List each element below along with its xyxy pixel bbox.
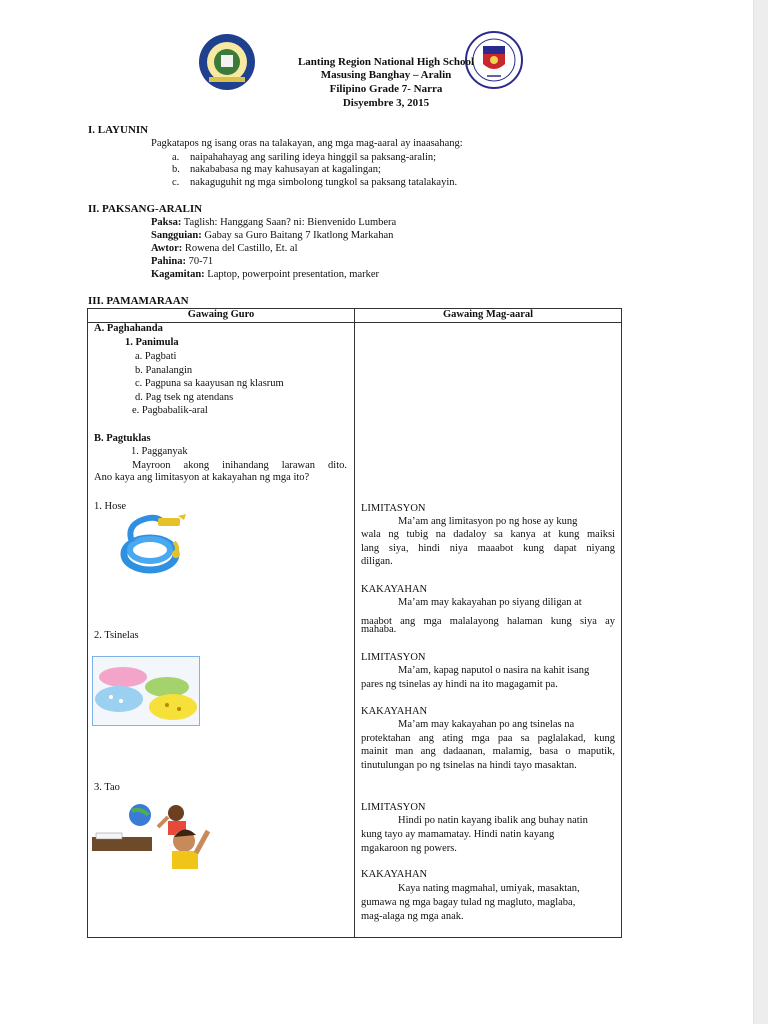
- hose-limitasyon-heading: LIMITASYON: [361, 503, 426, 514]
- tao-limitasyon-text: kung tayo ay mamamatay. Hindi natin kayang: [361, 829, 555, 840]
- paksa-value: Taglish: Hanggang Saan? ni: Bienvenido Lumbera: [181, 217, 397, 228]
- list-marker: c.: [172, 177, 180, 188]
- tsinelas-image: [92, 656, 200, 726]
- date-line: Disyembre 3, 2015: [342, 97, 430, 109]
- pahina-label: Pahina:: [151, 256, 187, 267]
- pagganyak-text: Ano kaya ang limitasyon at kakayahan ng mga ito?: [94, 472, 310, 483]
- pahina-value: 70-71: [186, 256, 214, 267]
- kagamitan-value: Laptop, powerpoint presentation, marker: [204, 269, 380, 280]
- hose-kakayahan-text: Ma’am may kakayahan po siyang diligan at: [398, 597, 582, 608]
- paksa-heading: II. PAKSANG-ARALIN: [88, 203, 203, 215]
- tao-kakayahan-text: mag-alaga ng mga anak.: [361, 911, 464, 922]
- table-border-left: [87, 308, 88, 938]
- layunin-item: [172, 177, 179, 190]
- tsinelas-kakayahan-text: mainit man ang dadaanan, malamig, basa o maputik,: [361, 746, 615, 757]
- column-header-guro: Gawaing Guro: [187, 309, 255, 320]
- panimula-item: d. Pag tsek ng atendans: [135, 392, 234, 403]
- sangguian-row: [151, 230, 393, 243]
- panimula-heading: 1. Panimula: [125, 337, 179, 348]
- layunin-heading: I. LAYUNIN: [88, 124, 149, 136]
- hose-limitasyon-text: Ma’am ang limitasyon po ng hose ay kung: [398, 516, 578, 527]
- table-border-right: [621, 308, 622, 938]
- kagamitan-row: [151, 269, 379, 282]
- layunin-item-text: nakababasa ng may kahusayan at kagalingan;: [190, 164, 381, 175]
- panimula-item: b. Panalangin: [135, 365, 193, 376]
- tsinelas-limitasyon-heading: LIMITASYON: [361, 652, 426, 663]
- pagtuklas-heading: B. Pagtuklas: [94, 433, 151, 444]
- awtor-value: Rowena del Castillo, Et. al: [182, 243, 298, 254]
- layunin-item: [172, 152, 179, 165]
- paghahanda-heading: A. Paghahanda: [94, 323, 163, 334]
- item-tao-label: 3. Tao: [94, 782, 120, 793]
- hose-image: [118, 512, 194, 576]
- layunin-item-text: naipahahayag ang sariling ideya hinggil sa paksang-aralin;: [190, 152, 437, 163]
- hose-limitasyon-text: wala ng tubig na dadaloy sa kanya at kung maiksi: [361, 529, 615, 540]
- hose-kakayahan-heading: KAKAYAHAN: [361, 584, 428, 595]
- hose-limitasyon-text: lang siya, hindi niya maaabot kung dapat niyang: [361, 543, 615, 554]
- tsinelas-kakayahan-text: tinutulungan po ng tsinelas na hindi tayo masaktan.: [361, 760, 577, 771]
- tao-kakayahan-text: gumawa ng mga bagay tulad ng magluto, maglaba,: [361, 897, 576, 908]
- item-hose-label: 1. Hose: [94, 501, 127, 512]
- layunin-item: [172, 164, 180, 177]
- hose-limitasyon-text: diligan.: [361, 556, 393, 567]
- item-tsinelas-label: 2. Tsinelas: [94, 630, 139, 641]
- list-marker: b.: [172, 164, 180, 175]
- column-header-mag-aaral: Gawaing Mag-aaral: [442, 309, 534, 320]
- pagganyak-text: Mayroon akong inihandang larawan dito.: [132, 460, 347, 471]
- students-image: [92, 797, 212, 869]
- subject-line: Filipino Grade 7- Narra: [329, 83, 443, 95]
- tsinelas-kakayahan-heading: KAKAYAHAN: [361, 706, 428, 717]
- pagganyak-heading: 1. Pagganyak: [131, 446, 188, 457]
- kagamitan-label: Kagamitan:: [151, 269, 205, 280]
- awtor-row: [151, 243, 297, 256]
- sangguian-value: Gabay sa Guro Baitang 7 Ikatlong Markahan: [201, 230, 394, 241]
- sangguian-label: Sangguian:: [151, 230, 202, 241]
- tao-limitasyon-text: mgakaroon ng powers.: [361, 843, 457, 854]
- pamamaraan-heading: III. PAMAMARAAN: [88, 295, 189, 307]
- paksa-row: [151, 217, 396, 230]
- tao-limitasyon-heading: LIMITASYON: [361, 802, 426, 813]
- school-name: Lanting Region National High School: [297, 56, 475, 68]
- hose-kakayahan-text: mahaba.: [361, 624, 397, 635]
- tsinelas-kakayahan-text: Ma’am may kakayahan po ang tsinelas na: [398, 719, 575, 730]
- tsinelas-limitasyon-text: pares ng tsinelas ay hindi na ito magagamit pa.: [361, 679, 558, 690]
- tao-kakayahan-heading: KAKAYAHAN: [361, 869, 428, 880]
- paksa-label: Paksa:: [151, 217, 182, 228]
- vertical-scrollbar[interactable]: [753, 0, 768, 1024]
- tsinelas-limitasyon-text: Ma’am, kapag naputol o nasira na kahit isang: [398, 665, 590, 676]
- list-marker: a.: [172, 152, 180, 163]
- panimula-item: a. Pagbati: [135, 351, 177, 362]
- tsinelas-kakayahan-text: protektahan ang ating mga paa sa paglalakad, kung: [361, 733, 615, 744]
- hose-kakayahan-text: maabot ang mga malalayong halaman kung siya ay: [361, 616, 615, 627]
- tao-limitasyon-text: Hindi po natin kayang ibalik ang buhay natin: [398, 815, 588, 826]
- awtor-label: Awtor:: [151, 243, 183, 254]
- tao-kakayahan-text: Kaya nating magmahal, umiyak, masaktan,: [398, 883, 580, 894]
- pahina-row: [151, 256, 213, 269]
- panimula-item: c. Pagpuna sa kaayusan ng klasrum: [135, 378, 284, 389]
- layunin-intro: Pagkatapos ng isang oras na talakayan, ang mga mag-aaral ay inaasahang:: [151, 138, 463, 149]
- panimula-item: e. Pagbabalik-aral: [132, 405, 208, 416]
- layunin-item-text: nakaguguhit ng mga simbolong tungkol sa paksang tatalakayin.: [190, 177, 458, 188]
- table-column-divider: [354, 308, 355, 938]
- document-type: Masusing Banghay – Aralin: [320, 69, 452, 81]
